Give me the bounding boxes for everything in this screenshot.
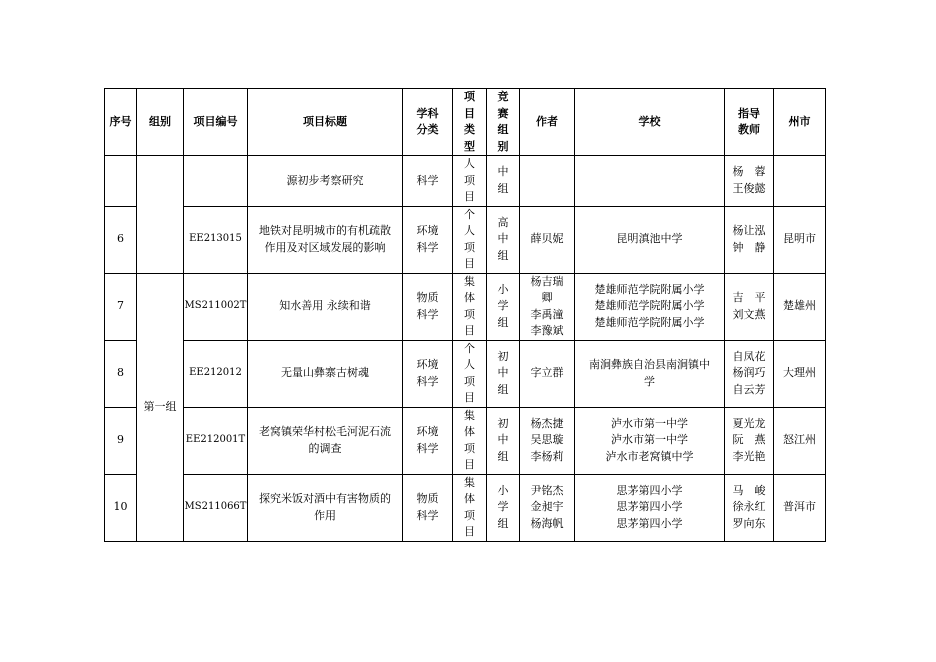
cell-competition: 中 组 [487,156,520,207]
cell-group-label: 第一组 [137,273,184,541]
cell-title: 地铁对昆明城市的有机疏散 作用及对区域发展的影响 [248,206,403,273]
header-code: 项目编号 [184,89,248,156]
cell-school: 昆明滇池中学 [575,206,725,273]
cell-seq: 6 [105,206,137,273]
header-authors: 作者 [520,89,575,156]
header-row [105,89,826,156]
cell-school: 泸水市第一中学 泸水市第一中学 泸水市老窝镇中学 [575,407,725,474]
cell-competition: 小 学 组 [487,273,520,340]
header-competition-group: 竞 赛 组 别 [487,89,520,156]
cell-type: 人 项 目 [453,156,487,207]
table-row [105,206,826,273]
cell-seq: 9 [105,407,137,474]
cell-title: 源初步考察研究 [248,156,403,207]
cell-title: 探究米饭对酒中有害物质的 作用 [248,474,403,541]
table-row-continued [105,156,826,207]
cell-teachers: 马 峻 徐永红 罗向东 [725,474,774,541]
header-title: 项目标题 [248,89,403,156]
cell-title: 知水善用 永续和谐 [248,273,403,340]
cell-seq-empty [105,156,137,207]
cell-type: 集 体 项 目 [453,273,487,340]
cell-type: 集 体 项 目 [453,474,487,541]
table-row [105,273,826,340]
cell-teachers: 自凤花 杨润巧 自云芳 [725,340,774,407]
cell-authors: 字立群 [520,340,575,407]
cell-city-empty [774,156,826,207]
cell-code: MS211066T [184,474,248,541]
cell-authors: 杨杰捷 吴思璇 李杨莉 [520,407,575,474]
cell-code: MS211002T [184,273,248,340]
cell-competition: 高 中 组 [487,206,520,273]
cell-subject: 环境 科学 [403,206,453,273]
cell-competition: 初 中 组 [487,407,520,474]
cell-subject: 物质 科学 [403,273,453,340]
header-project-type: 项 目 类 型 [453,89,487,156]
cell-subject: 环境 科学 [403,340,453,407]
cell-city: 怒江州 [774,407,826,474]
table-row [105,474,826,541]
header-subject: 学科 分类 [403,89,453,156]
cell-type: 个 人 项 目 [453,340,487,407]
table-row [105,340,826,407]
cell-school: 楚雄师范学院附属小学 楚雄师范学院附属小学 楚雄师范学院附属小学 [575,273,725,340]
table-row [105,407,826,474]
cell-authors: 薛贝妮 [520,206,575,273]
cell-subject: 科学 [403,156,453,207]
cell-authors-empty [520,156,575,207]
header-city: 州市 [774,89,826,156]
cell-school-empty [575,156,725,207]
cell-type: 集 体 项 目 [453,407,487,474]
cell-seq: 8 [105,340,137,407]
cell-school: 南涧彝族自治县南涧镇中 学 [575,340,725,407]
cell-code: EE212001T [184,407,248,474]
cell-code-empty [184,156,248,207]
cell-authors: 尹铭杰 金昶宇 杨海帆 [520,474,575,541]
cell-group-empty [137,156,184,274]
cell-seq: 10 [105,474,137,541]
cell-authors: 杨吉瑞 卿 李禹潼 李豫斌 [520,273,575,340]
cell-title: 老窝镇荣华村松毛河泥石流 的调查 [248,407,403,474]
cell-teachers: 吉 平 刘文燕 [725,273,774,340]
cell-city: 楚雄州 [774,273,826,340]
header-group: 组别 [137,89,184,156]
cell-title: 无量山彝寨古树魂 [248,340,403,407]
cell-teachers: 杨 蓉 王俊懿 [725,156,774,207]
cell-seq: 7 [105,273,137,340]
cell-subject: 环境 科学 [403,407,453,474]
header-teacher: 指导 教师 [725,89,774,156]
cell-school: 思茅第四小学 思茅第四小学 思茅第四小学 [575,474,725,541]
cell-competition: 小 学 组 [487,474,520,541]
award-list-table [104,88,826,542]
cell-teachers: 杨让泓 钟 静 [725,206,774,273]
header-seq: 序号 [105,89,137,156]
cell-city: 昆明市 [774,206,826,273]
cell-subject: 物质 科学 [403,474,453,541]
cell-type: 个 人 项 目 [453,206,487,273]
header-school: 学校 [575,89,725,156]
cell-city: 普洱市 [774,474,826,541]
cell-city: 大理州 [774,340,826,407]
cell-code: EE213015 [184,206,248,273]
cell-teachers: 夏光龙 阮 燕 李光艳 [725,407,774,474]
cell-competition: 初 中 组 [487,340,520,407]
cell-code: EE212012 [184,340,248,407]
